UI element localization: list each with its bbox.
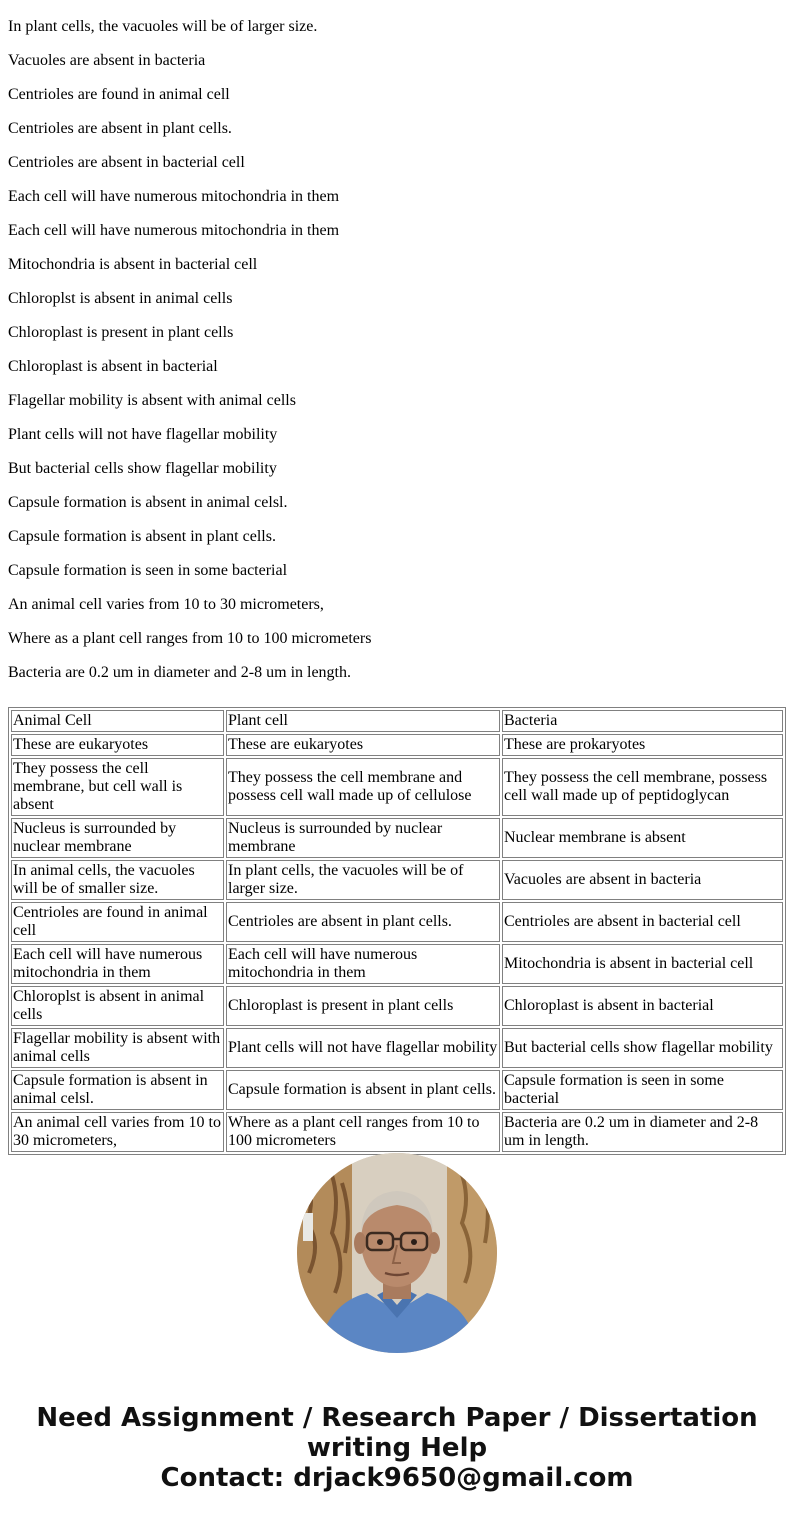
paragraph: An animal cell varies from 10 to 30 micrometers,: [8, 596, 324, 613]
table-row: [11, 734, 783, 756]
paragraph: Centrioles are absent in bacterial cell: [8, 154, 245, 171]
table-row: [11, 818, 783, 858]
paragraph: Bacteria are 0.2 um in diameter and 2-8 um in length.: [8, 664, 351, 681]
paragraph: Each cell will have numerous mitochondria in them: [8, 222, 340, 239]
footer-contact-email: Contact: drjack9650@gmail.com: [160, 1463, 634, 1493]
table-cell: Vacuoles are absent in bacteria: [502, 860, 783, 900]
paragraph: Capsule formation is seen in some bacterial: [8, 562, 288, 579]
table-row: [11, 986, 783, 1026]
author-avatar: [297, 1153, 497, 1353]
paragraph: Centrioles are found in animal cell: [8, 86, 230, 103]
table-cell: Mitochondria is absent in bacterial cell: [502, 944, 783, 984]
table-cell: They possess the cell membrane, but cell wall is absent: [11, 758, 224, 816]
table-cell: Bacteria are 0.2 um in diameter and 2-8 um in length.: [502, 1112, 783, 1152]
table-row: [11, 1070, 783, 1110]
table-cell: They possess the cell membrane and possess cell wall made up of cellulose: [226, 758, 500, 816]
comparison-table-body: [11, 710, 783, 1152]
paragraph: Mitochondria is absent in bacterial cell: [8, 256, 258, 273]
paragraph: But bacterial cells show flagellar mobility: [8, 460, 277, 477]
table-cell: They possess the cell membrane, possess cell wall made up of peptidoglycan: [502, 758, 783, 816]
table-header-row: [11, 710, 783, 732]
table-cell: Plant cells will not have flagellar mobility: [226, 1028, 500, 1068]
table-cell: Nuclear membrane is absent: [502, 818, 783, 858]
table-cell: Centrioles are absent in plant cells.: [226, 902, 500, 942]
table-cell: These are eukaryotes: [11, 734, 224, 756]
table-cell: Each cell will have numerous mitochondria in them: [226, 944, 500, 984]
table-row: [11, 1112, 783, 1152]
paragraph: Plant cells will not have flagellar mobility: [8, 426, 278, 443]
table-cell: Centrioles are found in animal cell: [11, 902, 224, 942]
table-cell: These are prokaryotes: [502, 734, 783, 756]
footer-help-text: Need Assignment / Research Paper / Dissertation writing Help: [36, 1403, 758, 1463]
table-cell: But bacterial cells show flagellar mobility: [502, 1028, 783, 1068]
table-cell: Nucleus is surrounded by nuclear membrane: [226, 818, 500, 858]
table-row: [11, 860, 783, 900]
table-row: [11, 902, 783, 942]
paragraph: Capsule formation is absent in plant cells.: [8, 528, 276, 545]
paragraph: [8, 0, 786, 2]
paragraph: Chloroplst is absent in animal cells: [8, 290, 233, 307]
table-header-cell: Plant cell: [226, 710, 500, 732]
table-row: [11, 758, 783, 816]
table-cell: Flagellar mobility is absent with animal cells: [11, 1028, 224, 1068]
table-row: [11, 944, 783, 984]
footer-banner: [0, 1403, 794, 1493]
author-photo: [297, 1153, 497, 1353]
table-cell: In plant cells, the vacuoles will be of larger size.: [226, 860, 500, 900]
table-cell: Centrioles are absent in bacterial cell: [502, 902, 783, 942]
table-cell: Capsule formation is absent in plant cells.: [226, 1070, 500, 1110]
table-cell: Capsule formation is seen in some bacterial: [502, 1070, 783, 1110]
table-cell: Chloroplast is present in plant cells: [226, 986, 500, 1026]
comparison-table: [8, 707, 786, 1155]
paragraph: Where as a plant cell ranges from 10 to 100 micrometers: [8, 630, 372, 647]
paragraph: Each cell will have numerous mitochondria in them: [8, 188, 340, 205]
paragraph: Chloroplast is absent in bacterial: [8, 358, 218, 375]
paragraph: Vacuoles are absent in bacteria: [8, 52, 206, 69]
table-cell: Chloroplst is absent in animal cells: [11, 986, 224, 1026]
table-cell: Chloroplast is absent in bacterial: [502, 986, 783, 1026]
table-cell: Each cell will have numerous mitochondria in them: [11, 944, 224, 984]
paragraph: Capsule formation is absent in animal celsl.: [8, 494, 288, 511]
paragraph: Flagellar mobility is absent with animal cells: [8, 392, 296, 409]
table-cell: Capsule formation is absent in animal celsl.: [11, 1070, 224, 1110]
paragraph: Chloroplast is present in plant cells: [8, 324, 234, 341]
table-cell: An animal cell varies from 10 to 30 micrometers,: [11, 1112, 224, 1152]
table-row: [11, 1028, 783, 1068]
table-cell: These are eukaryotes: [226, 734, 500, 756]
table-cell: Where as a plant cell ranges from 10 to 100 micrometers: [226, 1112, 500, 1152]
paragraph: Centrioles are absent in plant cells.: [8, 120, 232, 137]
table-cell: In animal cells, the vacuoles will be of smaller size.: [11, 860, 224, 900]
paragraph-list: [8, 0, 786, 698]
table-header-cell: Bacteria: [502, 710, 783, 732]
paragraph: In plant cells, the vacuoles will be of larger size.: [8, 18, 318, 35]
table-cell: Nucleus is surrounded by nuclear membrane: [11, 818, 224, 858]
table-header-cell: Animal Cell: [11, 710, 224, 732]
